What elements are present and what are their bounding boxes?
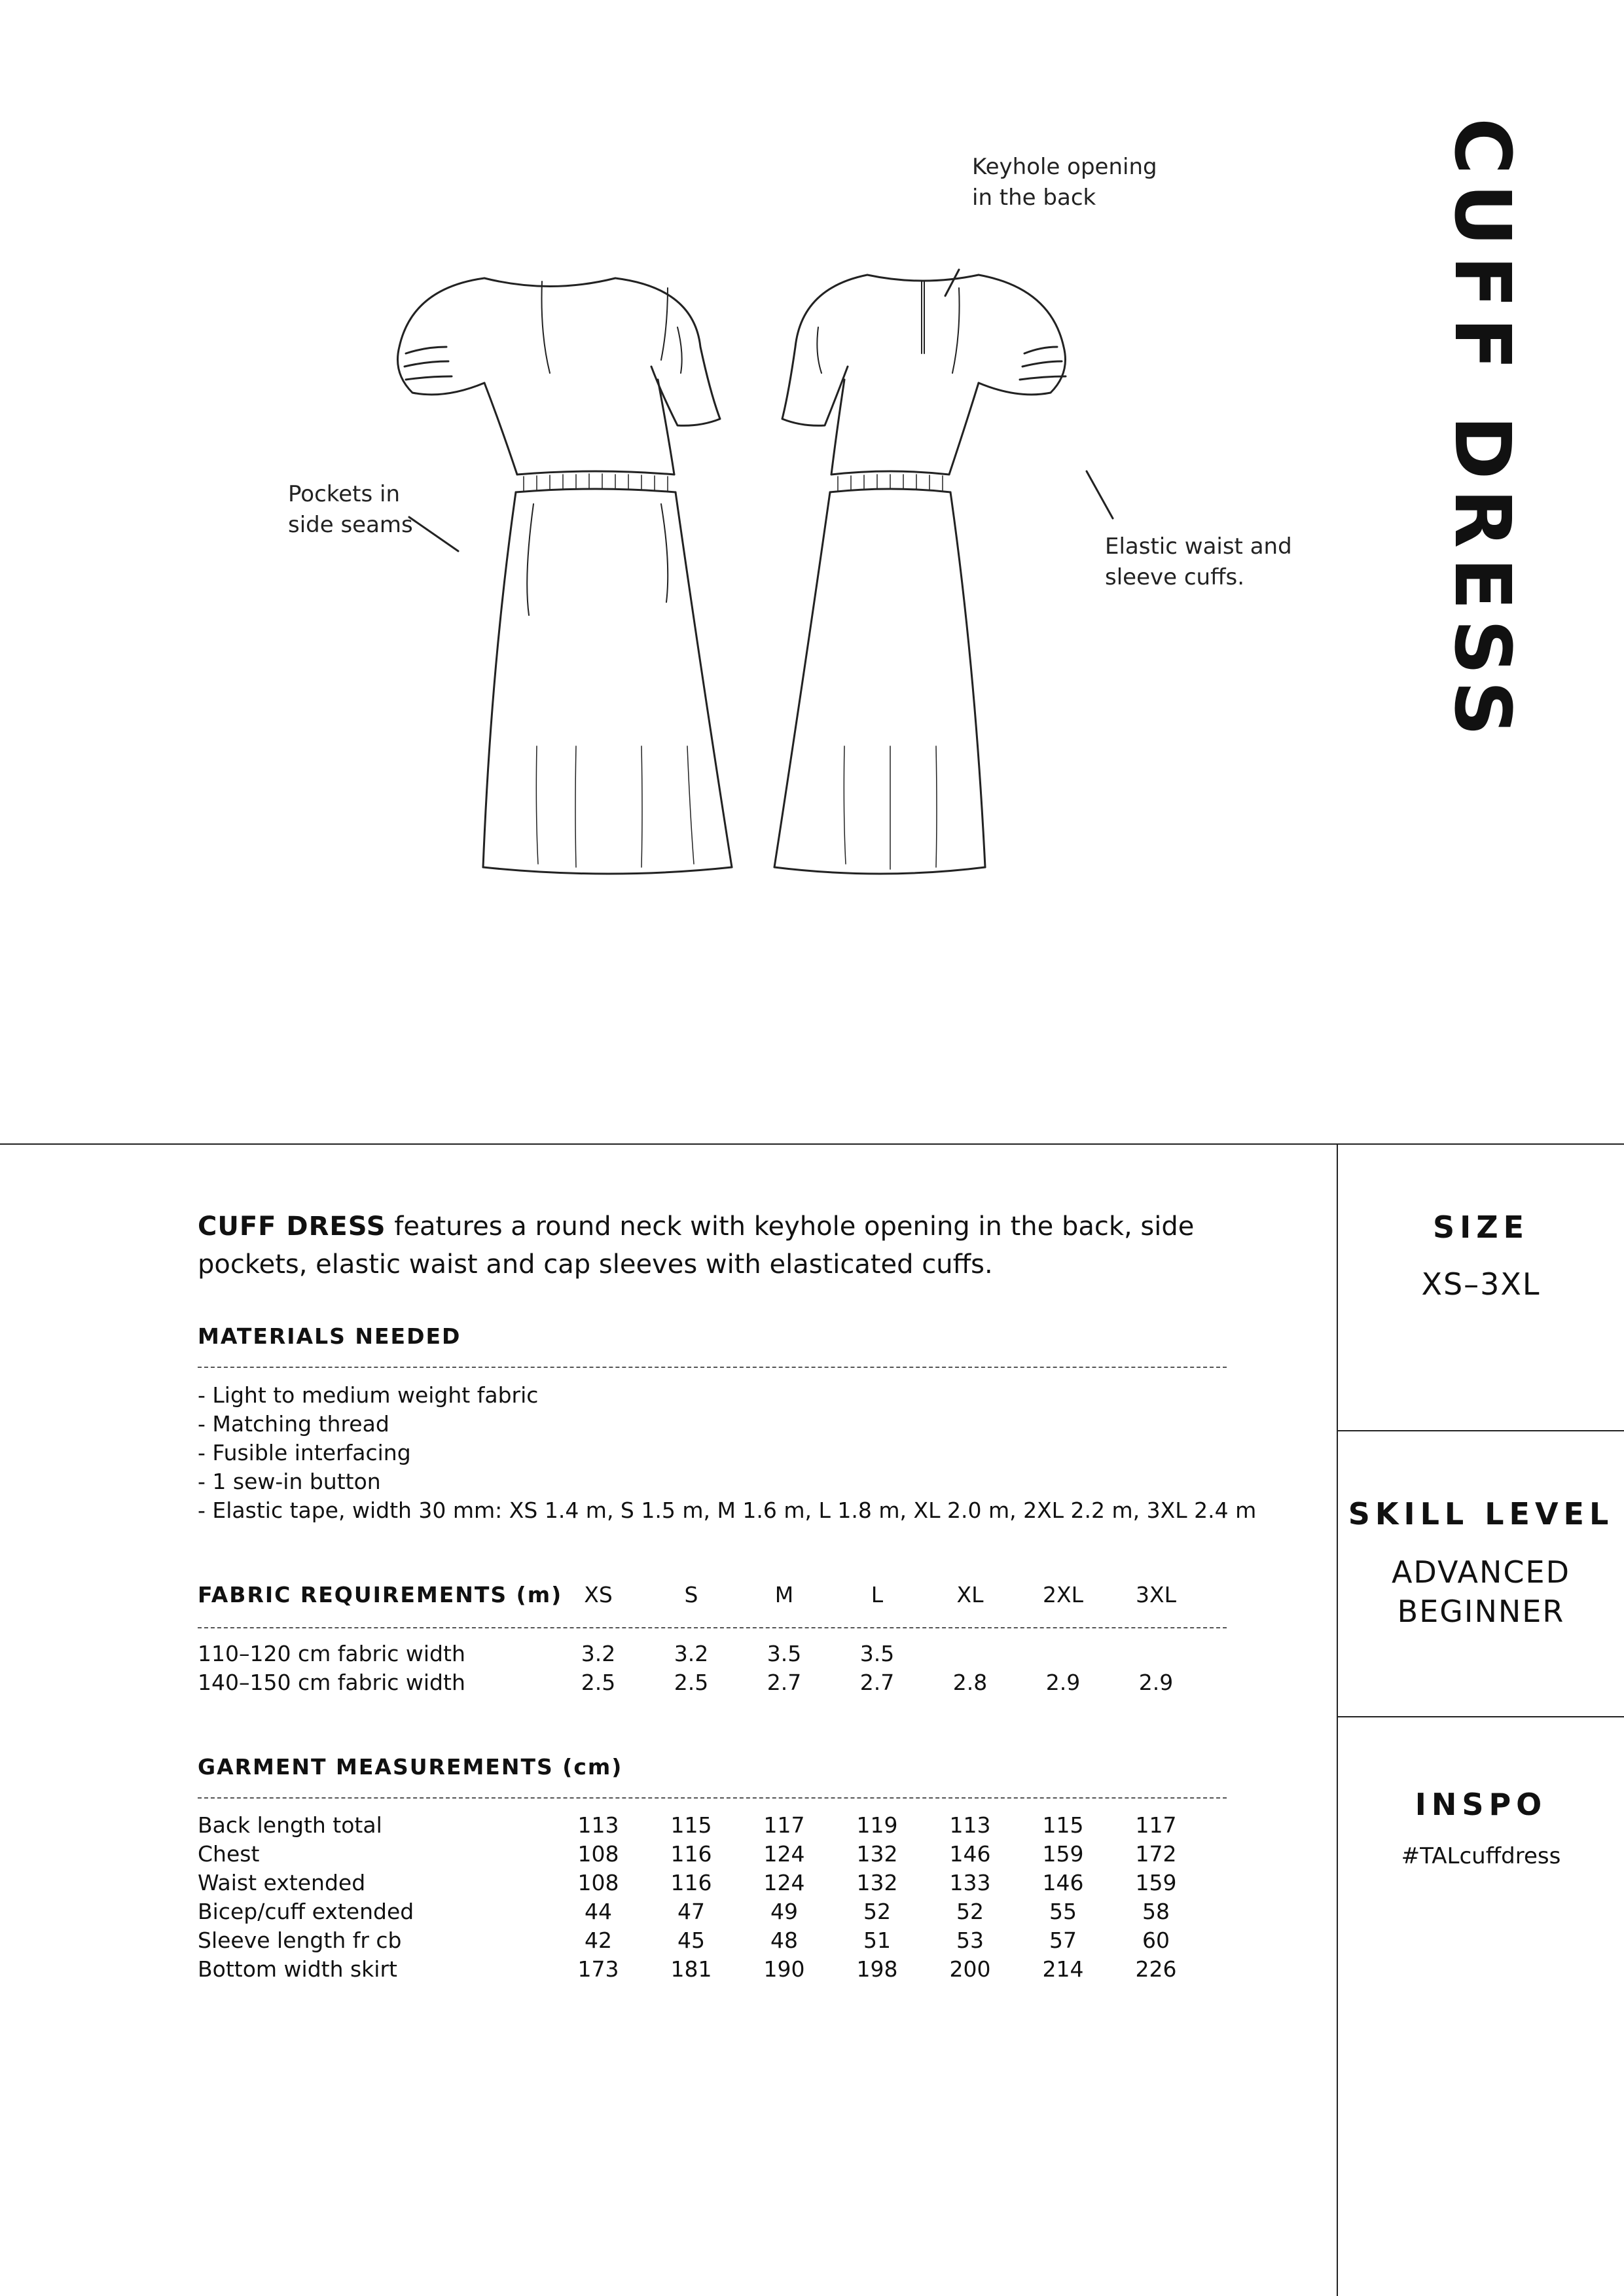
materials-item: - Elastic tape, width 30 mm: XS 1.4 m, S 1.5 m, M 1.6 m, L 1.8 m, XL 2.0 m, 2XL 2.2 m, 3XL 2.4 m <box>198 1498 1257 1523</box>
garment-cell-s: 116 <box>670 1841 712 1867</box>
materials-list <box>198 1381 1256 1525</box>
garment-cell-3xl: 58 <box>1142 1899 1170 1924</box>
garment-row-label: Back length total <box>198 1812 382 1838</box>
inspo-heading: INSPO <box>1415 1787 1547 1822</box>
garment-cell-3xl: 226 <box>1135 1956 1177 1982</box>
materials-item: - 1 sew-in button <box>198 1469 381 1494</box>
garment-cell-2xl: 115 <box>1042 1812 1084 1838</box>
garment-row <box>198 1811 1245 1840</box>
pockets-callout-line1: Pockets in <box>288 481 401 507</box>
garment-row-label: Waist extended <box>198 1870 366 1895</box>
garment-cell-2xl: 146 <box>1042 1870 1084 1895</box>
garment-cell-xs: 173 <box>577 1956 619 1982</box>
garment-cell-s: 115 <box>670 1812 712 1838</box>
garment-row <box>198 1869 1245 1897</box>
dress-back-drawing <box>774 275 1066 874</box>
page-title: CUFF DRESS <box>1437 118 1528 745</box>
fabric-cell-m: 3.5 <box>767 1641 802 1666</box>
size-header-m: M <box>774 1582 794 1607</box>
fabric-cell-l: 2.7 <box>859 1670 895 1695</box>
fabric-heading: FABRIC REQUIREMENTS (m) <box>198 1582 563 1607</box>
materials-heading: MATERIALS NEEDED <box>198 1323 461 1349</box>
garment-cell-3xl: 159 <box>1135 1870 1177 1895</box>
skill-value-line2: BEGINNER <box>1397 1594 1565 1629</box>
size-header-xl: XL <box>956 1582 984 1607</box>
keyhole-callout-line1: Keyhole opening <box>972 154 1157 180</box>
garment-cell-3xl: 172 <box>1135 1841 1177 1867</box>
garment-cell-s: 116 <box>670 1870 712 1895</box>
sidebar-divider-size <box>1337 1430 1624 1431</box>
keyhole-callout-line2: in the back <box>972 185 1096 211</box>
size-header-s: S <box>684 1582 698 1607</box>
materials-divider <box>198 1367 1227 1368</box>
garment-cell-m: 48 <box>770 1928 798 1953</box>
fabric-row-label: 140–150 cm fabric width <box>198 1670 465 1695</box>
section-divider-top <box>0 1143 1624 1145</box>
fabric-cell-m: 2.7 <box>767 1670 802 1695</box>
garment-cell-xs: 113 <box>577 1812 619 1838</box>
materials-item: - Matching thread <box>198 1411 389 1437</box>
garment-cell-2xl: 55 <box>1049 1899 1077 1924</box>
fabric-row-label: 110–120 cm fabric width <box>198 1641 465 1666</box>
garment-row <box>198 1897 1245 1926</box>
garment-row-label: Sleeve length fr cb <box>198 1928 402 1953</box>
pockets-callout <box>288 479 413 541</box>
garment-row <box>198 1840 1245 1869</box>
fabric-cell-xs: 2.5 <box>581 1670 616 1695</box>
garment-row <box>198 1955 1245 1984</box>
pockets-leader-line <box>409 517 458 551</box>
sidebar-divider-skill <box>1337 1716 1624 1717</box>
fabric-row <box>198 1668 1245 1697</box>
garment-heading: GARMENT MEASUREMENTS (cm) <box>198 1754 623 1780</box>
size-heading: SIZE <box>1432 1210 1530 1245</box>
garment-cell-2xl: 214 <box>1042 1956 1084 1982</box>
garment-cell-s: 45 <box>677 1928 705 1953</box>
pockets-callout-line2: side seams <box>288 512 413 538</box>
garment-cell-m: 124 <box>763 1870 805 1895</box>
fabric-cell-xl: 2.8 <box>952 1670 988 1695</box>
fabric-row <box>198 1640 1245 1668</box>
garment-cell-m: 124 <box>763 1841 805 1867</box>
dress-front-drawing <box>398 278 732 874</box>
intro-name: CUFF DRESS <box>198 1211 386 1242</box>
garment-cell-xs: 108 <box>577 1841 619 1867</box>
size-header-2xl: 2XL <box>1043 1582 1083 1607</box>
garment-cell-2xl: 159 <box>1042 1841 1084 1867</box>
inspo-hashtag: #TALcuffdress <box>1401 1843 1561 1869</box>
fabric-cell-l: 3.5 <box>859 1641 895 1666</box>
intro-paragraph <box>198 1208 1245 1283</box>
garment-cell-xl: 200 <box>949 1956 991 1982</box>
fabric-cell-s: 3.2 <box>674 1641 709 1666</box>
garment-cell-xs: 108 <box>577 1870 619 1895</box>
garment-cell-xl: 113 <box>949 1812 991 1838</box>
garment-row <box>198 1926 1245 1955</box>
fabric-divider <box>198 1627 1227 1628</box>
garment-cell-m: 117 <box>763 1812 805 1838</box>
size-header-l: L <box>871 1582 884 1607</box>
intro-text-line1: features a round neck with keyhole opening in the back, side <box>386 1211 1195 1242</box>
elastic-callout <box>1105 531 1292 593</box>
fabric-cell-3xl: 2.9 <box>1138 1670 1174 1695</box>
skill-heading: SKILL LEVEL <box>1348 1496 1614 1532</box>
garment-cell-xl: 146 <box>949 1841 991 1867</box>
skill-value-line1: ADVANCED <box>1391 1554 1571 1590</box>
garment-cell-xl: 133 <box>949 1870 991 1895</box>
garment-cell-xl: 52 <box>956 1899 984 1924</box>
garment-cell-l: 132 <box>856 1870 898 1895</box>
fabric-cell-xs: 3.2 <box>581 1641 616 1666</box>
garment-cell-3xl: 60 <box>1142 1928 1170 1953</box>
garment-cell-xl: 53 <box>956 1928 984 1953</box>
size-header-xs: XS <box>584 1582 613 1607</box>
size-header-3xl: 3XL <box>1136 1582 1176 1607</box>
garment-cell-l: 119 <box>856 1812 898 1838</box>
keyhole-callout <box>972 152 1157 213</box>
keyhole-leader-line <box>945 270 959 296</box>
garment-cell-s: 47 <box>677 1899 705 1924</box>
fabric-cell-s: 2.5 <box>674 1670 709 1695</box>
garment-divider <box>198 1797 1227 1799</box>
garment-cell-xs: 42 <box>585 1928 612 1953</box>
garment-cell-l: 198 <box>856 1956 898 1982</box>
garment-row-label: Bottom width skirt <box>198 1956 397 1982</box>
skill-value <box>1338 1552 1624 1631</box>
garment-row-label: Chest <box>198 1841 260 1867</box>
elastic-callout-line2: sleeve cuffs. <box>1105 564 1245 590</box>
materials-item: - Fusible interfacing <box>198 1440 411 1465</box>
size-value: XS–3XL <box>1421 1266 1541 1302</box>
elastic-callout-line1: Elastic waist and <box>1105 533 1292 560</box>
intro-text-line2: pockets, elastic waist and cap sleeves with elasticated cuffs. <box>198 1249 993 1280</box>
garment-cell-m: 49 <box>770 1899 798 1924</box>
garment-cell-2xl: 57 <box>1049 1928 1077 1953</box>
garment-cell-m: 190 <box>763 1956 805 1982</box>
elastic-leader-line <box>1087 471 1113 518</box>
garment-cell-3xl: 117 <box>1135 1812 1177 1838</box>
fabric-cell-2xl: 2.9 <box>1045 1670 1081 1695</box>
garment-cell-xs: 44 <box>585 1899 612 1924</box>
materials-item: - Light to medium weight fabric <box>198 1382 539 1408</box>
garment-cell-s: 181 <box>670 1956 712 1982</box>
garment-cell-l: 132 <box>856 1841 898 1867</box>
fabric-header-row <box>198 1581 1245 1609</box>
garment-row-label: Bicep/cuff extended <box>198 1899 414 1924</box>
sidebar-divider <box>1337 1143 1338 2296</box>
garment-cell-l: 52 <box>863 1899 891 1924</box>
garment-cell-l: 51 <box>863 1928 891 1953</box>
